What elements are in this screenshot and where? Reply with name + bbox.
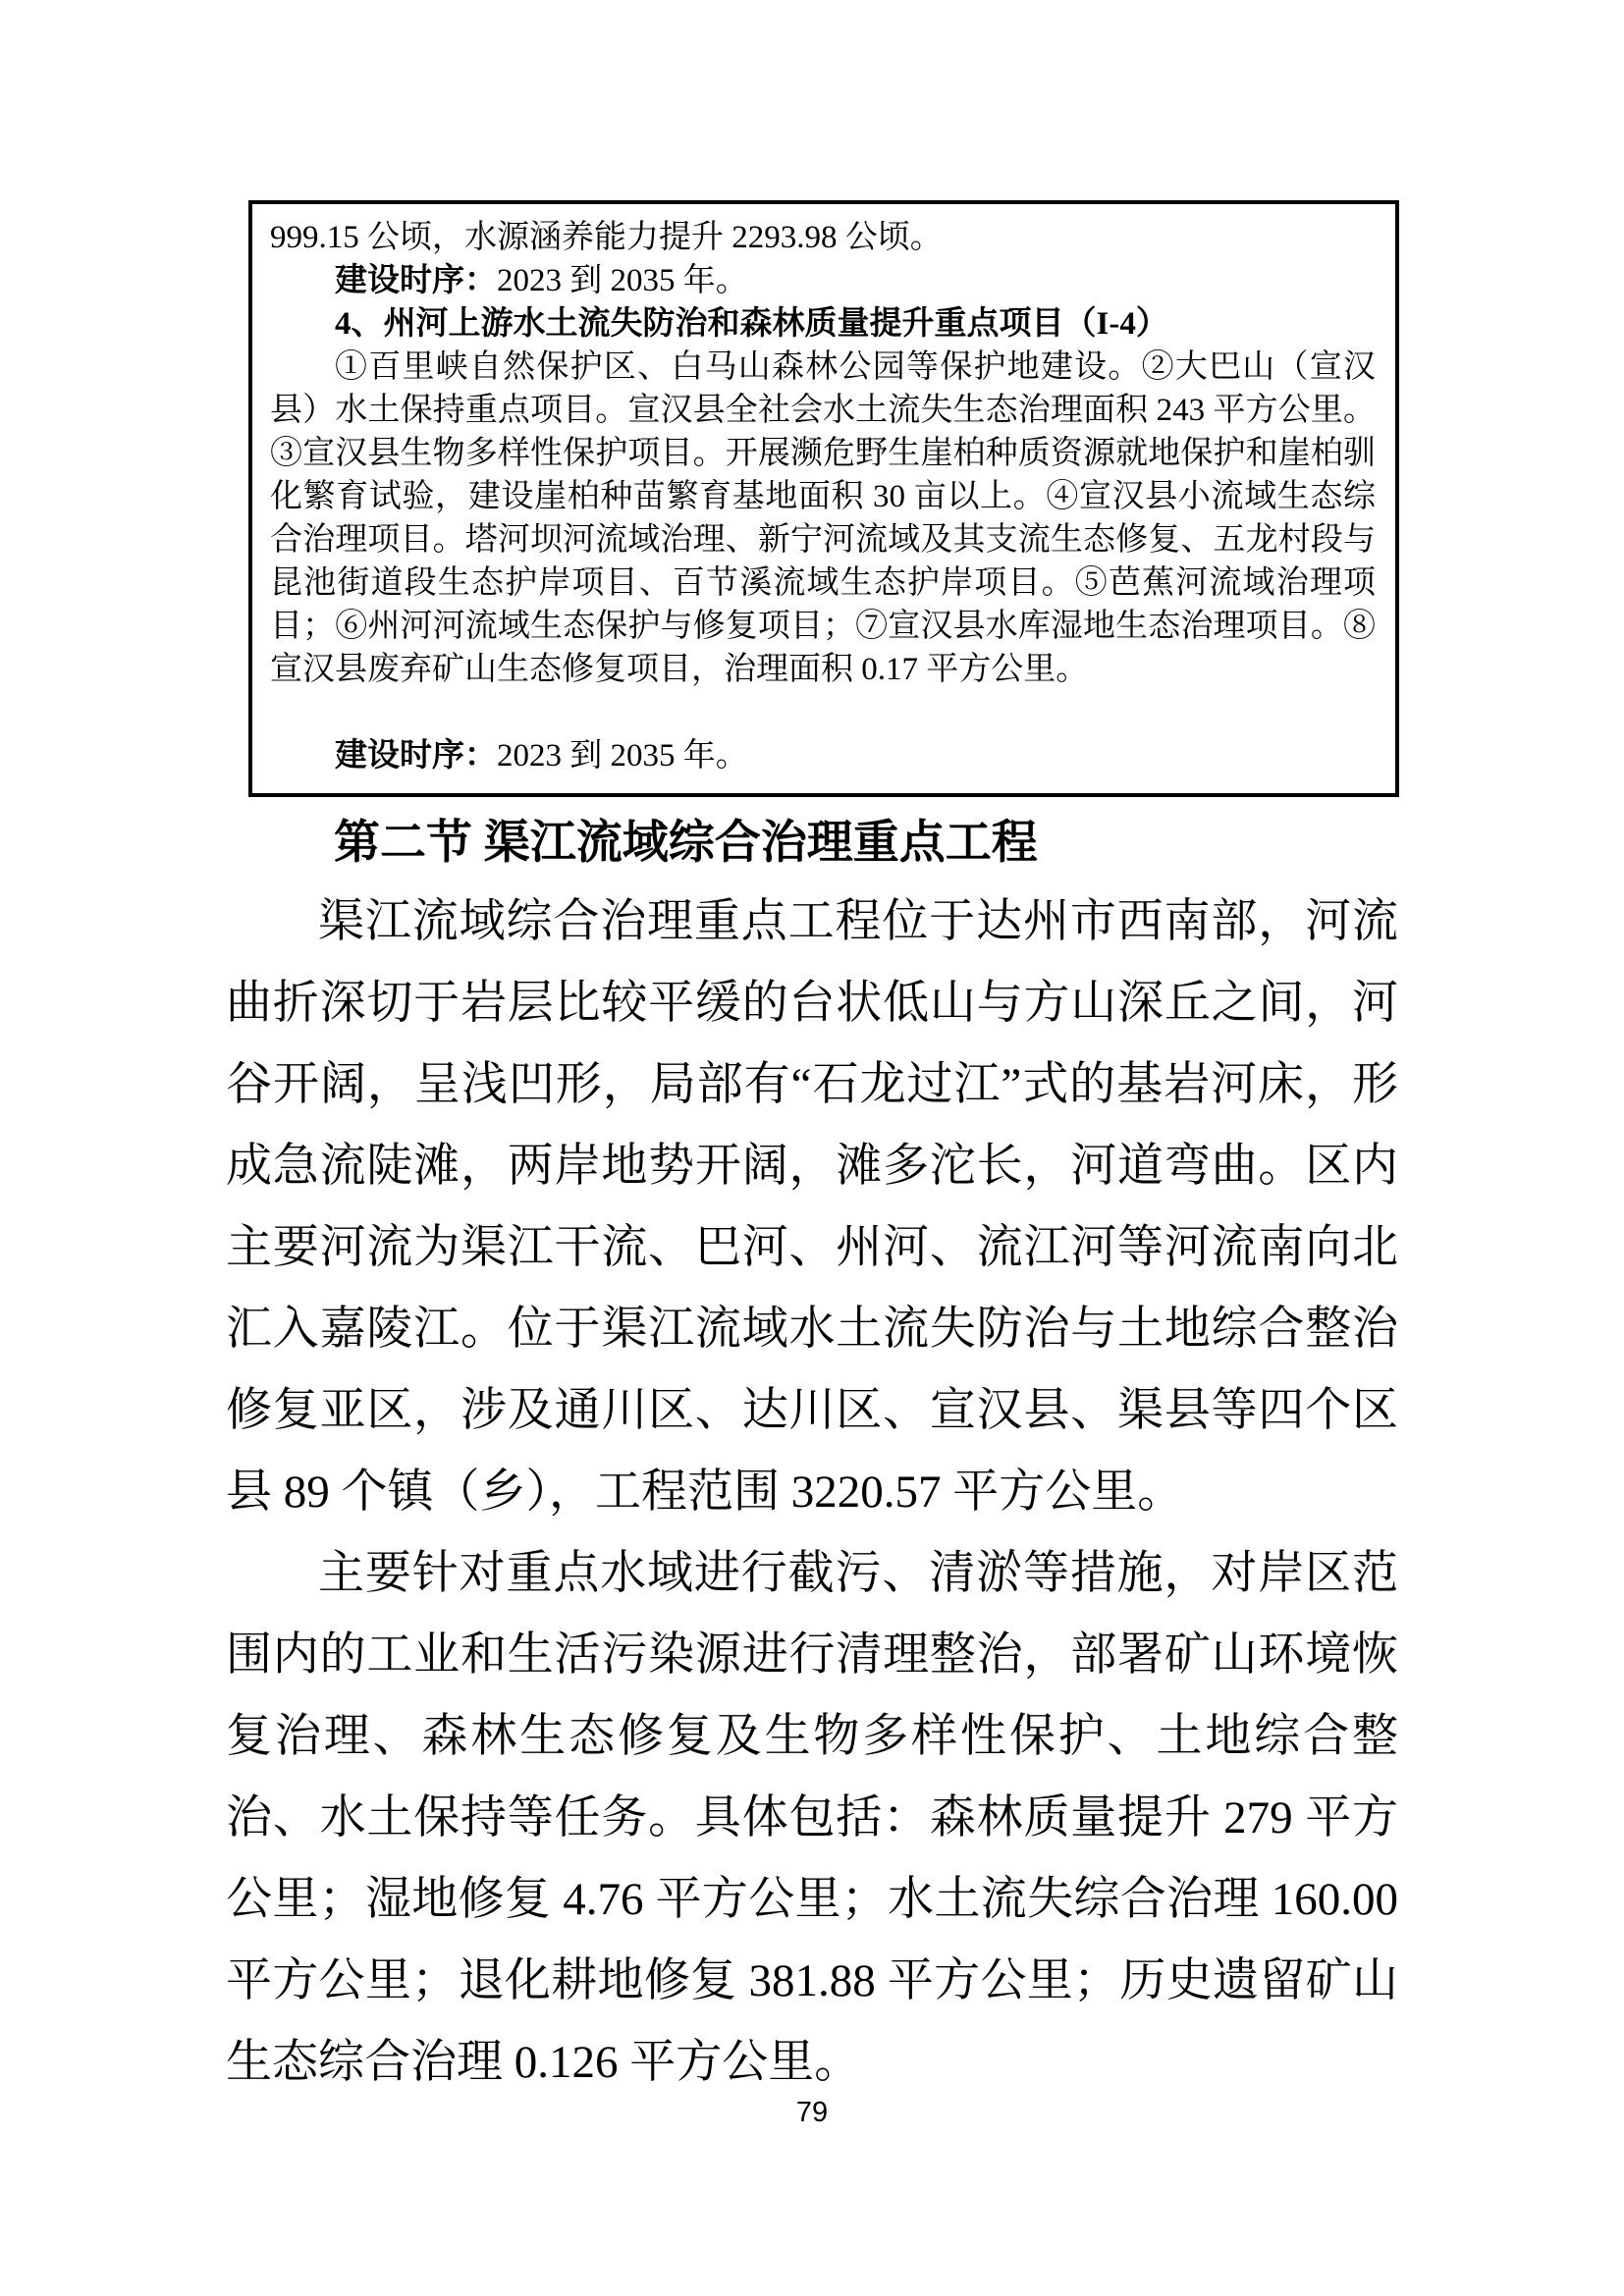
box-carryover-text: 999.15 公顷，水源涵养能力提升 2293.98 公顷。	[270, 220, 943, 255]
section-paragraph-2: 主要针对重点水域进行截污、清淤等措施，对岸区范围内的工业和生活污染源进行清理整治，部署矿山环境恢复治理、森林生态修复及生物多样性保护、土地综合整治、水土保持等任务。具体包括：森林质量提升 279 平方公里；湿地修复 4.76 平方公里；水土流失综合治理 160.00 平方公里；退化耕地修复 381.88 平方公里；历史遗留矿山生态综合治理 0.126 平方公里。	[226, 1548, 1398, 2088]
page-number: 79	[795, 2097, 829, 2128]
box-item4-title: 4、州河上游水土流失防治和森林质量提升重点项目（I-4）	[335, 306, 1168, 342]
box-item4-body: ①百里峡自然保护区、白马山森林公园等保护地建设。②大巴山（宣汉县）水土保持重点项目。宣汉县全社会水土流失生态治理面积 243 平方公里。③宣汉县生物多样性保护项目。开展濒危野生崖柏种质资源就地保护和崖柏驯化繁育试验，建设崖柏种苗繁育基地面积 30 亩以上。④宣汉县小流域生态综合治理项目。塔河坝河流域治理、新宁河流域及其支流生态修复、五龙村段与昆池街道段生态护岸项目、百节溪流域生态护岸项目。⑤芭蕉河流域治理项目；⑥州河河流域生态保护与修复项目；⑦宣汉县水库湿地生态治理项目。⑧宣汉县废弃矿山生态修复项目，治理面积 0.17 平方公里。	[270, 349, 1376, 687]
box-schedule-line-2	[270, 734, 1376, 777]
schedule-value: 2023 到 2035 年。	[497, 738, 748, 774]
project-info-box	[248, 200, 1399, 797]
section-heading: 第二节 渠江流域综合治理重点工程	[334, 818, 1038, 869]
schedule-label: 建设时序：	[335, 738, 497, 774]
box-schedule-line-1	[270, 259, 1376, 302]
section-paragraph-1: 渠江流域综合治理重点工程位于达州市西南部，河流曲折深切于岩层比较平缓的台状低山与方山深丘之间，河谷开阔，呈浅凹形，局部有“石龙过江”式的基岩河床，形成急流陡滩，两岸地势开阔，滩多沱长，河道弯曲。区内主要河流为渠江干流、巴河、州河、流江河等河流南向北汇入嘉陵江。位于渠江流域水土流失防治与土地综合整治修复亚区，涉及通川区、达川区、宣汉县、渠县等四个区县 89 个镇（乡），工程范围 3220.57 平方公里。	[226, 896, 1398, 1518]
schedule-value: 2023 到 2035 年。	[497, 263, 748, 298]
schedule-label: 建设时序：	[335, 263, 497, 298]
